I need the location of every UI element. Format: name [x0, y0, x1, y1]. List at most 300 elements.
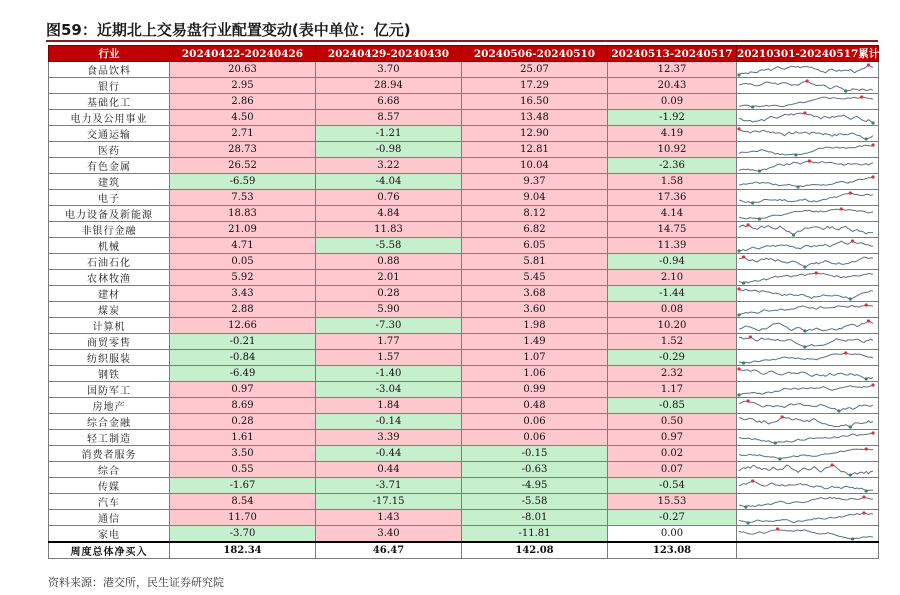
sparkline-low-marker: [837, 409, 840, 412]
week-value: 0.05: [170, 254, 316, 270]
header-week-2: 20240429-20240430: [316, 46, 462, 62]
week-value: -1.92: [608, 110, 737, 126]
sparkline-high-marker: [865, 447, 868, 450]
week-value: 6.05: [462, 238, 608, 254]
cumulative-sparkline: [737, 287, 875, 301]
table-row: [49, 382, 879, 398]
week-value: 7.53: [170, 190, 316, 206]
industry-name: 通信: [49, 510, 170, 526]
sparkline-high-marker: [808, 159, 811, 162]
cumulative-trend-cell: [737, 158, 879, 174]
cumulative-trend-cell: [737, 510, 879, 526]
week-value: 25.07: [462, 62, 608, 78]
week-value: 11.70: [170, 510, 316, 526]
week-value: 1.06: [462, 366, 608, 382]
cumulative-sparkline: [737, 175, 875, 189]
week-value: 0.07: [608, 462, 737, 478]
week-value: 18.83: [170, 206, 316, 222]
week-value: 1.58: [608, 174, 737, 190]
week-value: -0.27: [608, 510, 737, 526]
sparkline-path: [739, 417, 873, 427]
cumulative-sparkline: [737, 63, 875, 77]
sparkline-high-marker: [746, 223, 749, 226]
week-value: 11.39: [608, 238, 737, 254]
table-row: [49, 158, 879, 174]
week-value: 0.99: [462, 382, 608, 398]
industry-name: 轻工制造: [49, 430, 170, 446]
total-value: 142.08: [462, 542, 608, 559]
week-value: -0.94: [608, 254, 737, 270]
header-cumulative: 20210301-20240517累计变化: [737, 46, 879, 62]
cumulative-trend-cell: [737, 430, 879, 446]
header-row: [49, 46, 879, 62]
sparkline-path: [739, 449, 873, 459]
cumulative-sparkline: [737, 127, 875, 141]
industry-name: 汽车: [49, 494, 170, 510]
week-value: -1.44: [608, 286, 737, 302]
industry-name: 商贸零售: [49, 334, 170, 350]
week-value: 20.63: [170, 62, 316, 78]
allocation-table: [48, 45, 900, 559]
sparkline-path: [739, 65, 873, 75]
industry-name: 食品饮料: [49, 62, 170, 78]
sparkline-low-marker: [778, 457, 781, 460]
cumulative-sparkline: [737, 335, 875, 349]
sparkline-high-marker: [776, 527, 779, 530]
week-value: -0.29: [608, 350, 737, 366]
cumulative-trend-cell: [737, 254, 879, 270]
sparkline-low-marker: [737, 313, 740, 316]
table-row: [49, 430, 879, 446]
week-value: 2.88: [170, 302, 316, 318]
week-value: -0.98: [316, 142, 462, 158]
week-value: 3.60: [462, 302, 608, 318]
sparkline-low-marker: [737, 393, 740, 396]
week-value: -0.14: [316, 414, 462, 430]
sparkline-low-marker: [803, 265, 806, 268]
sparkline-path: [739, 513, 873, 523]
industry-name: 非银行金融: [49, 222, 170, 238]
week-value: 3.22: [316, 158, 462, 174]
cumulative-sparkline: [737, 383, 875, 397]
sparkline-path: [739, 129, 873, 139]
week-value: 0.88: [316, 254, 462, 270]
week-value: 2.86: [170, 94, 316, 110]
industry-name: 机械: [49, 238, 170, 254]
sparkline-path: [739, 497, 873, 507]
cumulative-trend-cell: [737, 494, 879, 510]
sparkline-high-marker: [815, 271, 818, 274]
week-value: 9.37: [462, 174, 608, 190]
week-value: 1.43: [316, 510, 462, 526]
table-body: [49, 62, 879, 559]
cumulative-trend-cell: [737, 110, 879, 126]
week-value: 13.48: [462, 110, 608, 126]
week-value: -5.58: [462, 494, 608, 510]
week-value: 16.50: [462, 94, 608, 110]
week-value: 3.50: [170, 446, 316, 462]
sparkline-low-marker: [803, 345, 806, 348]
total-label: 周度总体净买入: [49, 542, 170, 559]
sparkline-low-marker: [774, 441, 777, 444]
industry-name: 综合: [49, 462, 170, 478]
industry-name: 纺织服装: [49, 350, 170, 366]
cumulative-sparkline: [737, 143, 875, 157]
sparkline-high-marker: [746, 399, 749, 402]
table-row: [49, 190, 879, 206]
week-value: 2.95: [170, 78, 316, 94]
week-value: 4.19: [608, 126, 737, 142]
sparkline-path: [739, 225, 873, 235]
sparkline-high-marker: [849, 191, 852, 194]
week-value: 1.61: [170, 430, 316, 446]
week-value: 0.76: [316, 190, 462, 206]
sparkline-low-marker: [794, 153, 797, 156]
sparkline-low-marker: [751, 105, 754, 108]
sparkline-low-marker: [849, 297, 852, 300]
week-value: 3.70: [316, 62, 462, 78]
cumulative-trend-cell: [737, 478, 879, 494]
sparkline-high-marker: [862, 511, 865, 514]
sparkline-path: [739, 353, 873, 363]
sparkline-low-marker: [737, 73, 740, 76]
sparkline-path: [739, 465, 873, 475]
industry-name: 农林牧渔: [49, 270, 170, 286]
week-value: 0.28: [170, 414, 316, 430]
week-value: 12.90: [462, 126, 608, 142]
week-value: -4.04: [316, 174, 462, 190]
week-value: 0.02: [608, 446, 737, 462]
table-row: [49, 110, 879, 126]
week-value: -7.30: [316, 318, 462, 334]
sparkline-path: [739, 289, 873, 299]
sparkline-high-marker: [803, 111, 806, 114]
table-row: [49, 334, 879, 350]
sparkline-path: [739, 81, 873, 91]
sparkline-low-marker: [871, 121, 874, 124]
week-value: 10.20: [608, 318, 737, 334]
cumulative-trend-cell: [737, 446, 879, 462]
week-value: 10.04: [462, 158, 608, 174]
table-row: [49, 174, 879, 190]
week-value: -0.54: [608, 478, 737, 494]
sparkline-low-marker: [849, 425, 852, 428]
cumulative-trend-cell: [737, 526, 879, 543]
sparkline-high-marker: [867, 63, 870, 66]
week-value: -0.85: [608, 398, 737, 414]
week-value: 5.92: [170, 270, 316, 286]
week-value: 0.48: [462, 398, 608, 414]
table-row: [49, 318, 879, 334]
week-value: -11.81: [462, 526, 608, 543]
sparkline-high-marker: [806, 79, 809, 82]
cumulative-sparkline: [737, 95, 875, 109]
table-row: [49, 302, 879, 318]
week-value: 14.75: [608, 222, 737, 238]
sparkline-high-marker: [865, 303, 868, 306]
cumulative-trend-cell: [737, 414, 879, 430]
week-value: -6.49: [170, 366, 316, 382]
week-value: 12.66: [170, 318, 316, 334]
week-value: 1.07: [462, 350, 608, 366]
week-value: -3.04: [316, 382, 462, 398]
week-value: 4.71: [170, 238, 316, 254]
sparkline-low-marker: [844, 89, 847, 92]
week-value: 0.97: [608, 430, 737, 446]
cumulative-sparkline: [737, 351, 875, 365]
week-value: 8.54: [170, 494, 316, 510]
sparkline-path: [739, 385, 873, 395]
cumulative-sparkline: [737, 223, 875, 237]
cumulative-sparkline: [737, 495, 875, 509]
sparkline-path: [739, 433, 873, 443]
cumulative-trend-cell: [737, 302, 879, 318]
week-value: -0.84: [170, 350, 316, 366]
table-row: [49, 510, 879, 526]
cumulative-trend-cell: [737, 222, 879, 238]
week-value: 4.50: [170, 110, 316, 126]
week-value: -0.63: [462, 462, 608, 478]
table-row: [49, 398, 879, 414]
table-row: [49, 366, 879, 382]
cumulative-trend-cell: [737, 334, 879, 350]
cumulative-sparkline: [737, 463, 875, 477]
sparkline-high-marker: [737, 127, 740, 130]
cumulative-trend-cell: [737, 382, 879, 398]
week-value: 17.29: [462, 78, 608, 94]
sparkline-path: [739, 97, 873, 107]
sparkline-path: [739, 369, 873, 379]
week-value: 3.39: [316, 430, 462, 446]
week-value: -4.95: [462, 478, 608, 494]
week-value: -5.58: [316, 238, 462, 254]
week-value: 1.49: [462, 334, 608, 350]
week-value: 6.68: [316, 94, 462, 110]
industry-name: 建材: [49, 286, 170, 302]
week-value: 3.68: [462, 286, 608, 302]
week-value: 3.43: [170, 286, 316, 302]
week-value: 10.92: [608, 142, 737, 158]
cumulative-trend-cell: [737, 238, 879, 254]
figure-title: 图59：近期北上交易盘行业配置变动(表中单位：亿元): [46, 20, 878, 42]
industry-name: 煤炭: [49, 302, 170, 318]
week-value: 12.37: [608, 62, 737, 78]
cumulative-sparkline: [737, 399, 875, 413]
sparkline-path: [739, 273, 873, 283]
week-value: 5.81: [462, 254, 608, 270]
week-value: -17.15: [316, 494, 462, 510]
week-value: 1.77: [316, 334, 462, 350]
industry-name: 家电: [49, 526, 170, 543]
sparkline-path: [739, 305, 873, 315]
sparkline-high-marker: [862, 495, 865, 498]
cumulative-sparkline: [737, 191, 875, 205]
sparkline-path: [739, 177, 873, 187]
week-value: 1.52: [608, 334, 737, 350]
table-row: [49, 478, 879, 494]
sparkline-low-marker: [737, 249, 740, 252]
sparkline-path: [739, 401, 873, 411]
week-value: 0.00: [608, 526, 737, 543]
sparkline-path: [739, 337, 873, 347]
industry-name: 消费者服务: [49, 446, 170, 462]
industry-name: 医药: [49, 142, 170, 158]
cumulative-sparkline: [737, 303, 875, 317]
week-value: 20.43: [608, 78, 737, 94]
cumulative-trend-cell: [737, 366, 879, 382]
sparkline-path: [739, 481, 873, 491]
week-value: 26.52: [170, 158, 316, 174]
industry-name: 建筑: [49, 174, 170, 190]
week-value: -3.70: [170, 526, 316, 543]
sparkline-low-marker: [865, 377, 868, 380]
cumulative-trend-cell: [737, 174, 879, 190]
sparkline-low-marker: [742, 361, 745, 364]
sparkline-high-marker: [871, 431, 874, 434]
week-value: 2.10: [608, 270, 737, 286]
table-row: [49, 62, 879, 78]
week-value: -1.40: [316, 366, 462, 382]
week-value: 2.01: [316, 270, 462, 286]
week-value: 8.57: [316, 110, 462, 126]
sparkline-path: [739, 257, 873, 267]
cumulative-trend-cell: [737, 190, 879, 206]
sparkline-low-marker: [851, 537, 854, 540]
industry-name: 石油石化: [49, 254, 170, 270]
week-value: 21.09: [170, 222, 316, 238]
table-row: [49, 254, 879, 270]
sparkline-high-marker: [831, 463, 834, 466]
week-value: 0.97: [170, 382, 316, 398]
week-value: 0.28: [316, 286, 462, 302]
cumulative-sparkline: [737, 239, 875, 253]
week-value: 0.44: [316, 462, 462, 478]
sparkline-path: [739, 321, 873, 331]
week-value: 11.83: [316, 222, 462, 238]
cumulative-sparkline: [737, 527, 875, 541]
total-value: 46.47: [316, 542, 462, 559]
week-value: 2.71: [170, 126, 316, 142]
sparkline-high-marker: [871, 143, 874, 146]
sparkline-high-marker: [871, 175, 874, 178]
cumulative-trend-cell: [737, 142, 879, 158]
table-row: [49, 142, 879, 158]
sparkline-high-marker: [851, 239, 854, 242]
total-value: 182.34: [170, 542, 316, 559]
sparkline-high-marker: [871, 383, 874, 386]
industry-name: 电力及公用事业: [49, 110, 170, 126]
industry-name: 电力设备及新能源: [49, 206, 170, 222]
cumulative-sparkline: [737, 479, 875, 493]
week-value: 17.36: [608, 190, 737, 206]
industry-name: 银行: [49, 78, 170, 94]
sparkline-high-marker: [737, 287, 740, 290]
week-value: 0.08: [608, 302, 737, 318]
cumulative-trend-cell: [737, 462, 879, 478]
sparkline-low-marker: [742, 281, 745, 284]
header-week-1: 20240422-20240426: [170, 46, 316, 62]
week-value: -1.21: [316, 126, 462, 142]
week-value: -2.36: [608, 158, 737, 174]
header-industry: 行业: [49, 46, 170, 62]
header-week-4: 20240513-20240517: [608, 46, 737, 62]
sparkline-high-marker: [751, 479, 754, 482]
table-row: [49, 526, 879, 543]
industry-name: 计算机: [49, 318, 170, 334]
week-value: 6.82: [462, 222, 608, 238]
week-value: 0.06: [462, 414, 608, 430]
cumulative-sparkline: [737, 111, 875, 125]
week-value: 28.94: [316, 78, 462, 94]
week-value: 0.50: [608, 414, 737, 430]
total-row: [49, 542, 879, 559]
cumulative-sparkline: [737, 255, 875, 269]
cumulative-sparkline: [737, 415, 875, 429]
cumulative-sparkline: [737, 447, 875, 461]
sparkline-high-marker: [840, 207, 843, 210]
sparkline-high-marker: [781, 415, 784, 418]
industry-name: 传媒: [49, 478, 170, 494]
cumulative-trend-cell: [737, 78, 879, 94]
cumulative-trend-cell: [737, 286, 879, 302]
table-row: [49, 414, 879, 430]
sparkline-low-marker: [849, 473, 852, 476]
sparkline-low-marker: [792, 233, 795, 236]
week-value: 5.45: [462, 270, 608, 286]
sparkline-high-marker: [737, 367, 740, 370]
week-value: -0.15: [462, 446, 608, 462]
table-row: [49, 286, 879, 302]
sparkline-low-marker: [758, 169, 761, 172]
week-value: -6.59: [170, 174, 316, 190]
week-value: 0.06: [462, 430, 608, 446]
cumulative-sparkline: [737, 159, 875, 173]
sparkline-low-marker: [865, 489, 868, 492]
sparkline-path: [739, 145, 873, 155]
sparkline-low-marker: [751, 201, 754, 204]
sparkline-path: [739, 193, 873, 203]
week-value: -1.67: [170, 478, 316, 494]
cumulative-trend-cell: [737, 94, 879, 110]
sparkline-high-marker: [742, 255, 745, 258]
cumulative-trend-cell: [737, 62, 879, 78]
cumulative-sparkline: [737, 79, 875, 93]
week-value: 1.17: [608, 382, 737, 398]
industry-name: 电子: [49, 190, 170, 206]
cumulative-sparkline: [737, 367, 875, 381]
cumulative-trend-cell: [737, 126, 879, 142]
sparkline-low-marker: [865, 137, 868, 140]
industry-name: 基础化工: [49, 94, 170, 110]
cumulative-trend-cell: [737, 270, 879, 286]
industry-name: 钢铁: [49, 366, 170, 382]
week-value: 2.32: [608, 366, 737, 382]
week-value: 1.98: [462, 318, 608, 334]
week-value: 4.84: [316, 206, 462, 222]
industry-name: 交通运输: [49, 126, 170, 142]
table-row: [49, 206, 879, 222]
cumulative-sparkline: [737, 271, 875, 285]
sparkline-high-marker: [860, 95, 863, 98]
table-row: [49, 78, 879, 94]
week-value: -0.21: [170, 334, 316, 350]
cumulative-sparkline: [737, 319, 875, 333]
sparkline-path: [739, 113, 873, 123]
cumulative-trend-cell: [737, 398, 879, 414]
week-value: -3.71: [316, 478, 462, 494]
table-row: [49, 126, 879, 142]
week-value: 5.90: [316, 302, 462, 318]
